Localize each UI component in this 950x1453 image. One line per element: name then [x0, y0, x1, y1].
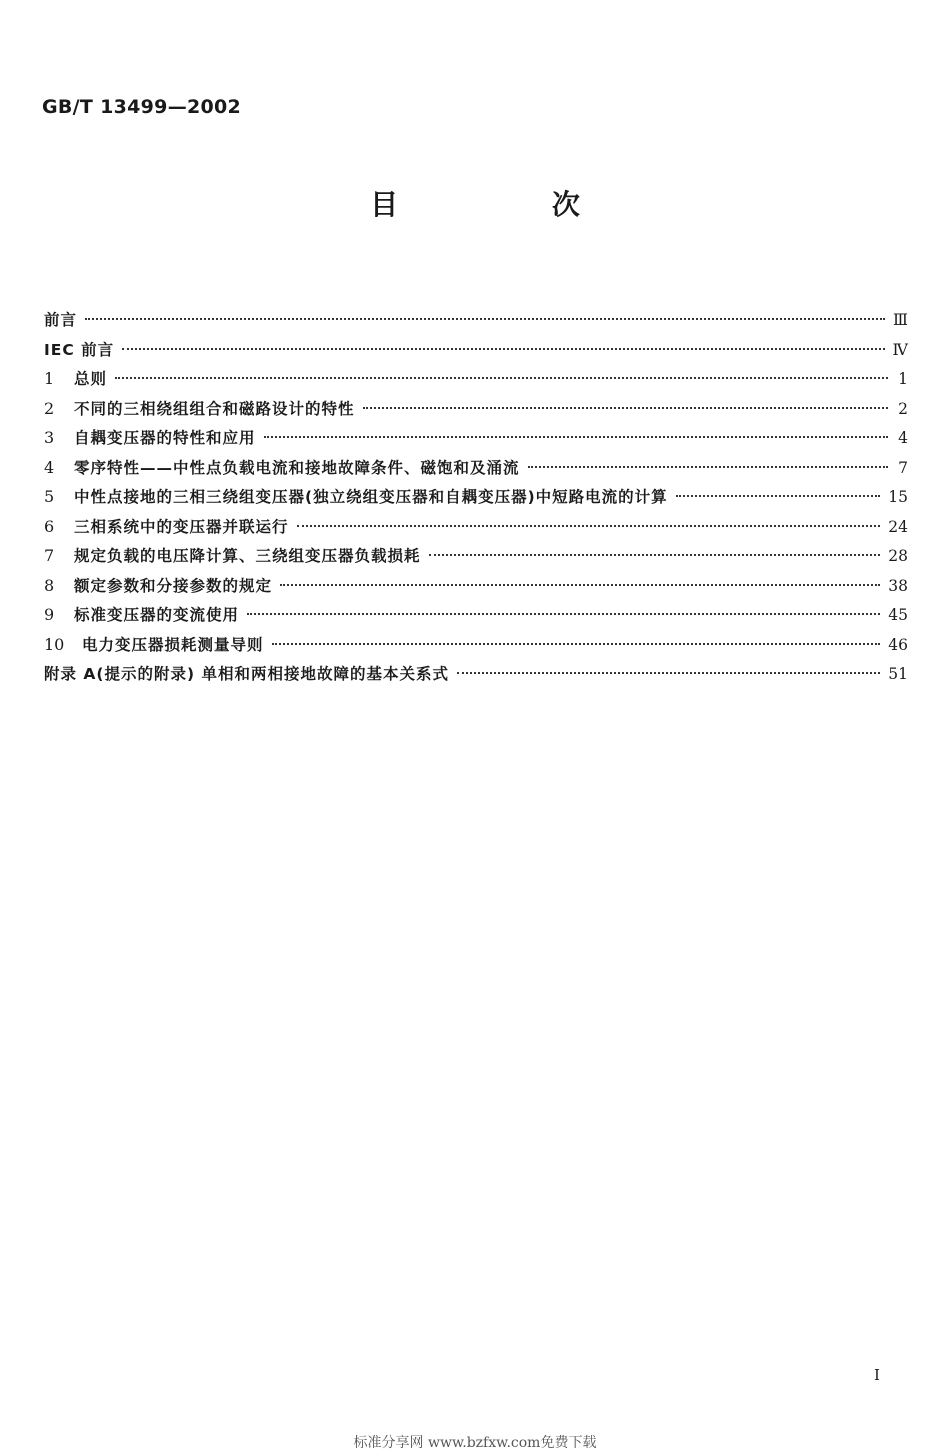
toc-entry-6[interactable]	[44, 515, 908, 545]
toc-entry-page: 45	[888, 606, 908, 624]
toc-entry-label: 三相系统中的变压器并联运行	[74, 517, 289, 536]
toc-leader-dots	[85, 318, 885, 320]
toc-entry-label: 规定负载的电压降计算、三绕组变压器负载损耗	[74, 547, 421, 565]
toc-entry-1[interactable]	[44, 367, 908, 397]
table-of-contents	[44, 308, 908, 692]
toc-entry-number: 8	[44, 575, 55, 595]
toc-entry-iec-foreword[interactable]	[44, 338, 908, 368]
toc-entry-label: 不同的三相绕组组合和磁路设计的特性	[74, 399, 355, 418]
toc-entry-2[interactable]	[44, 397, 908, 427]
toc-entry-annex-a[interactable]	[44, 662, 908, 692]
toc-entry-page: 38	[888, 576, 908, 595]
toc-entry-label: IEC 前言	[44, 340, 115, 359]
toc-entry-label: 附录 A(提示的附录) 单相和两相接地故障的基本关系式	[44, 665, 449, 683]
toc-leader-dots	[272, 643, 881, 645]
toc-entry-page: 1	[898, 370, 908, 388]
watermark-text: 标准分享网 www.bzfxw.com免费下载	[353, 1435, 597, 1451]
toc-entry-label: 中性点接地的三相三绕组变压器(独立绕组变压器和自耦变压器)中短路电流的计算	[74, 488, 668, 506]
toc-entry-number: 3	[44, 428, 55, 447]
toc-title: 目 次	[370, 188, 652, 221]
standard-code: GB/T 13499—2002	[42, 96, 242, 118]
toc-entry-page: 15	[888, 488, 908, 506]
toc-entry-label: 额定参数和分接参数的规定	[74, 576, 273, 595]
toc-entry-number: 7	[44, 546, 55, 565]
toc-entry-label: 前言	[44, 311, 78, 329]
toc-entry-page: Ⅳ	[892, 340, 908, 359]
toc-entry-10[interactable]	[44, 633, 908, 663]
toc-entry-number: 9	[44, 605, 55, 624]
toc-entry-4[interactable]	[44, 456, 908, 486]
toc-leader-dots	[280, 584, 880, 586]
toc-leader-dots	[457, 672, 880, 674]
toc-entry-number: 5	[44, 487, 55, 506]
toc-entry-page: 46	[888, 635, 908, 654]
toc-leader-dots	[122, 348, 884, 350]
toc-leader-dots	[297, 525, 881, 527]
toc-leader-dots	[115, 377, 888, 379]
toc-entry-page: 4	[898, 429, 908, 447]
toc-entry-page: 7	[898, 458, 908, 477]
toc-entry-7[interactable]	[44, 544, 908, 574]
toc-entry-number: 4	[44, 457, 55, 477]
toc-entry-label: 自耦变压器的特性和应用	[74, 429, 256, 447]
toc-entry-label: 总则	[74, 370, 108, 388]
toc-entry-label: 电力变压器损耗测量导则	[82, 635, 264, 654]
toc-leader-dots	[676, 495, 881, 497]
toc-entry-foreword[interactable]	[44, 308, 908, 338]
toc-entry-page: 2	[898, 399, 908, 418]
toc-entry-page: 51	[888, 665, 908, 683]
toc-entry-5[interactable]	[44, 485, 908, 515]
toc-entry-9[interactable]	[44, 603, 908, 633]
toc-entry-3[interactable]	[44, 426, 908, 456]
toc-entry-number: 1	[44, 369, 55, 388]
toc-entry-number: 2	[44, 398, 55, 418]
toc-leader-dots	[247, 613, 880, 615]
toc-entry-number: 6	[44, 516, 55, 536]
toc-leader-dots	[264, 436, 888, 438]
toc-entry-page: 28	[888, 547, 908, 565]
toc-entry-page: 24	[888, 517, 908, 536]
toc-entry-8[interactable]	[44, 574, 908, 604]
toc-entry-page: Ⅲ	[893, 311, 908, 329]
toc-leader-dots	[528, 466, 888, 468]
toc-entry-label: 标准变压器的变流使用	[74, 606, 240, 624]
toc-leader-dots	[363, 407, 888, 409]
toc-entry-number: 10	[44, 634, 65, 654]
toc-leader-dots	[429, 554, 881, 556]
toc-entry-label: 零序特性——中性点负载电流和接地故障条件、磁饱和及涌流	[74, 458, 520, 477]
page-number: I	[874, 1366, 880, 1384]
